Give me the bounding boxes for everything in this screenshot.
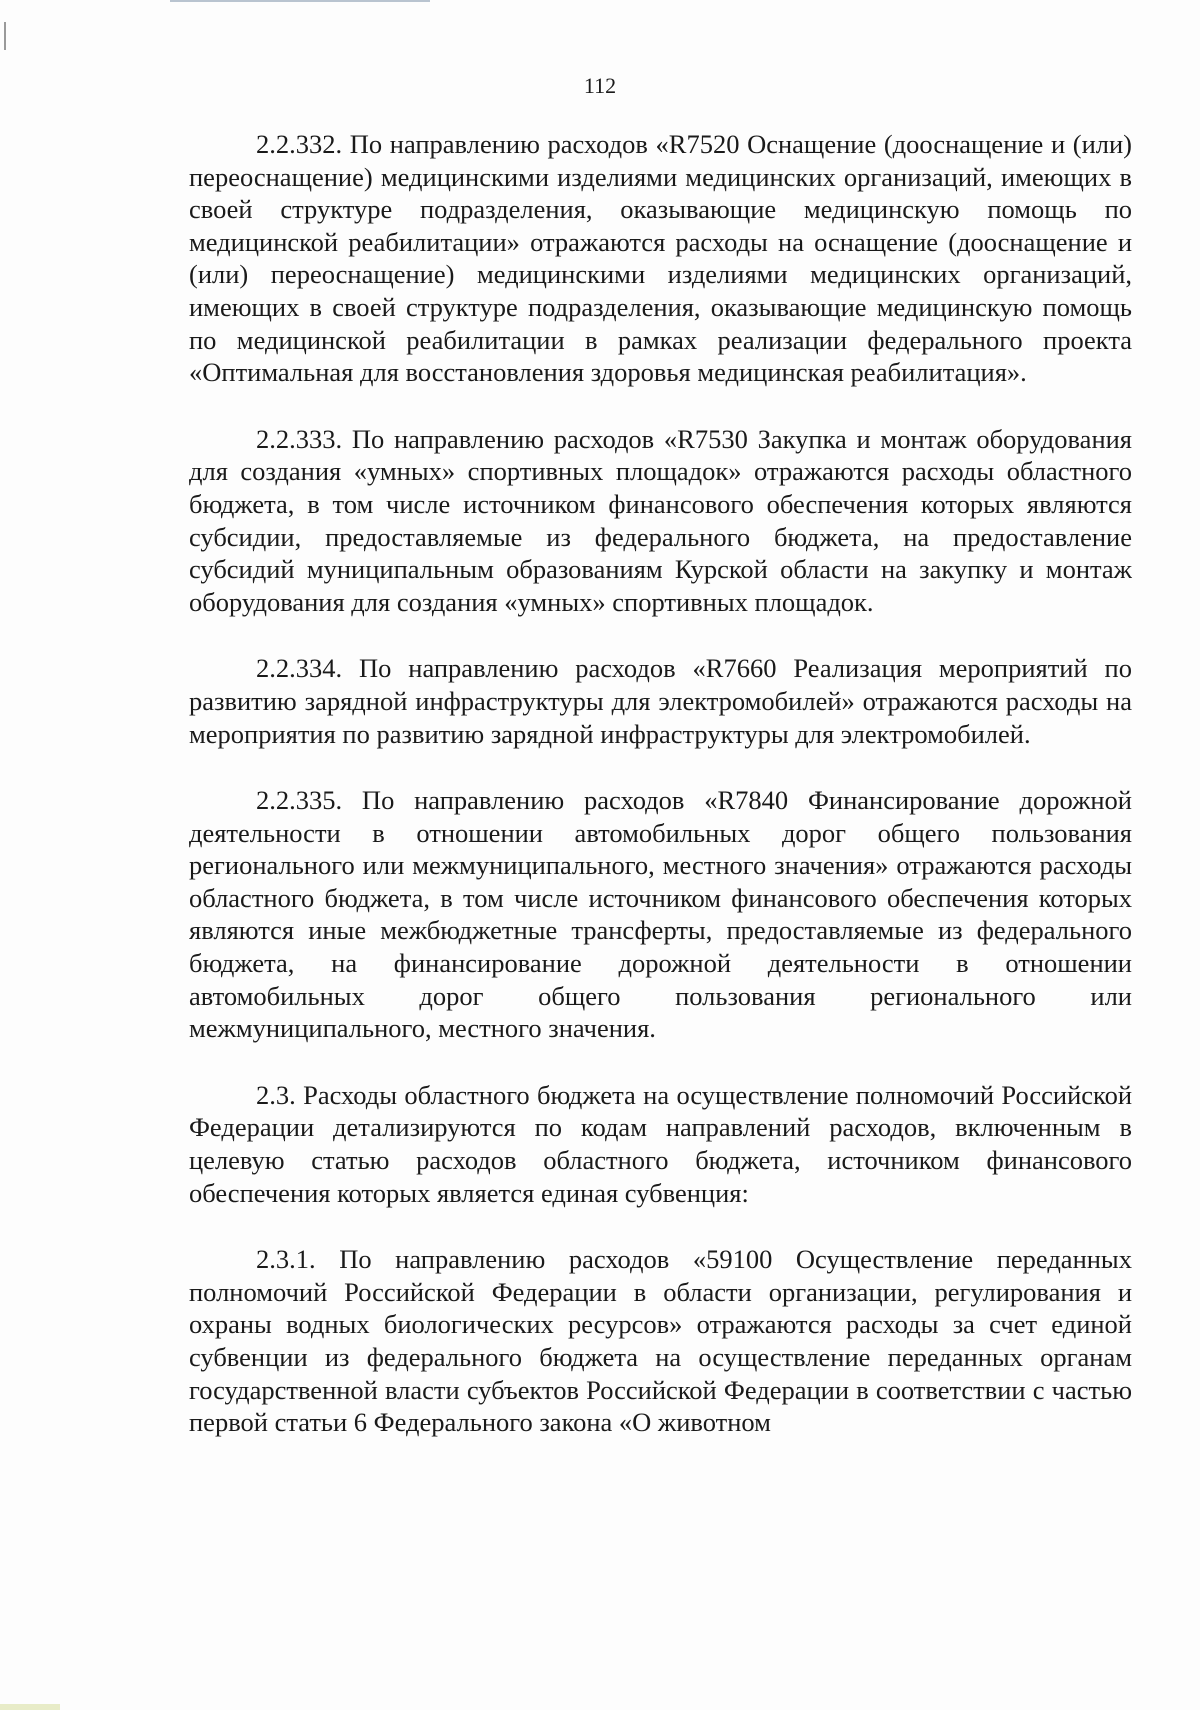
paragraph-2-3-1: 2.3.1. По направлению расходов «59100 Осуществление переданных полномочий Российской Федерации в области организации, регулирования и охраны водных биологических ресурсов» отражаются расходы за счет единой субвенции из федерального бюджета на осуществление переданных органам государственной власти субъектов Российской Федерации в соответствии с частью первой статьи 6 Федерального закона «О животном xyxy=(189,1244,1132,1438)
paragraph-2-2-335: 2.2.335. По направлению расходов «R7840 Финансирование дорожной деятельности в отношении автомобильных дорог общего пользования регионального или межмуниципального, местного значения» отражаются расходы областного бюджета, в том числе источником финансового обеспечения которых являются иные межбюджетные трансферты, предоставляемые из федерального бюджета, на финансирование дорожной деятельности в отношении автомобильных дорог общего пользования регионального или межмуниципального, местного значения. xyxy=(189,785,1132,1044)
paragraph-2-2-334: 2.2.334. По направлению расходов «R7660 Реализация мероприятий по развитию зарядной инфраструктуры для электромобилей» отражаются расходы на мероприятия по развитию зарядной инфраструктуры для электромобилей. xyxy=(189,653,1132,749)
scan-artifact-bottom xyxy=(0,1704,60,1710)
scan-artifact-left xyxy=(4,22,6,50)
page-number: 112 xyxy=(583,73,617,98)
paragraph-2-2-332: 2.2.332. По направлению расходов «R7520 Оснащение (дооснащение и (или) переоснащение) медицинскими изделиями медицинских организаций, имеющих в своей структуре подразделения, оказывающие медицинскую помощь по медицинской реабилитации» отражаются расходы на оснащение (дооснащение и (или) переоснащение) медицинскими изделиями медицинских организаций, имеющих в своей структуре подразделения, оказывающие медицинскую помощь по медицинской реабилитации в рамках реализации федерального проекта «Оптимальная для восстановления здоровья медицинская реабилитация». xyxy=(189,129,1132,388)
scan-artifact-top xyxy=(170,0,430,2)
document-body xyxy=(189,128,1132,1473)
paragraph-2-2-333: 2.2.333. По направлению расходов «R7530 Закупка и монтаж оборудования для создания «умных» спортивных площадок» отражаются расходы областного бюджета, в том числе источником финансового обеспечения которых являются субсидии, предоставляемые из федерального бюджета, на предоставление субсидий муниципальным образованиям Курской области на закупку и монтаж оборудования для создания «умных» спортивных площадок. xyxy=(189,423,1132,617)
paragraph-2-3: 2.3. Расходы областного бюджета на осуществление полномочий Российской Федерации детализируются по кодам направлений расходов, включенным в целевую статью расходов областного бюджета, источником финансового обеспечения которых является единая субвенция: xyxy=(189,1079,1132,1208)
